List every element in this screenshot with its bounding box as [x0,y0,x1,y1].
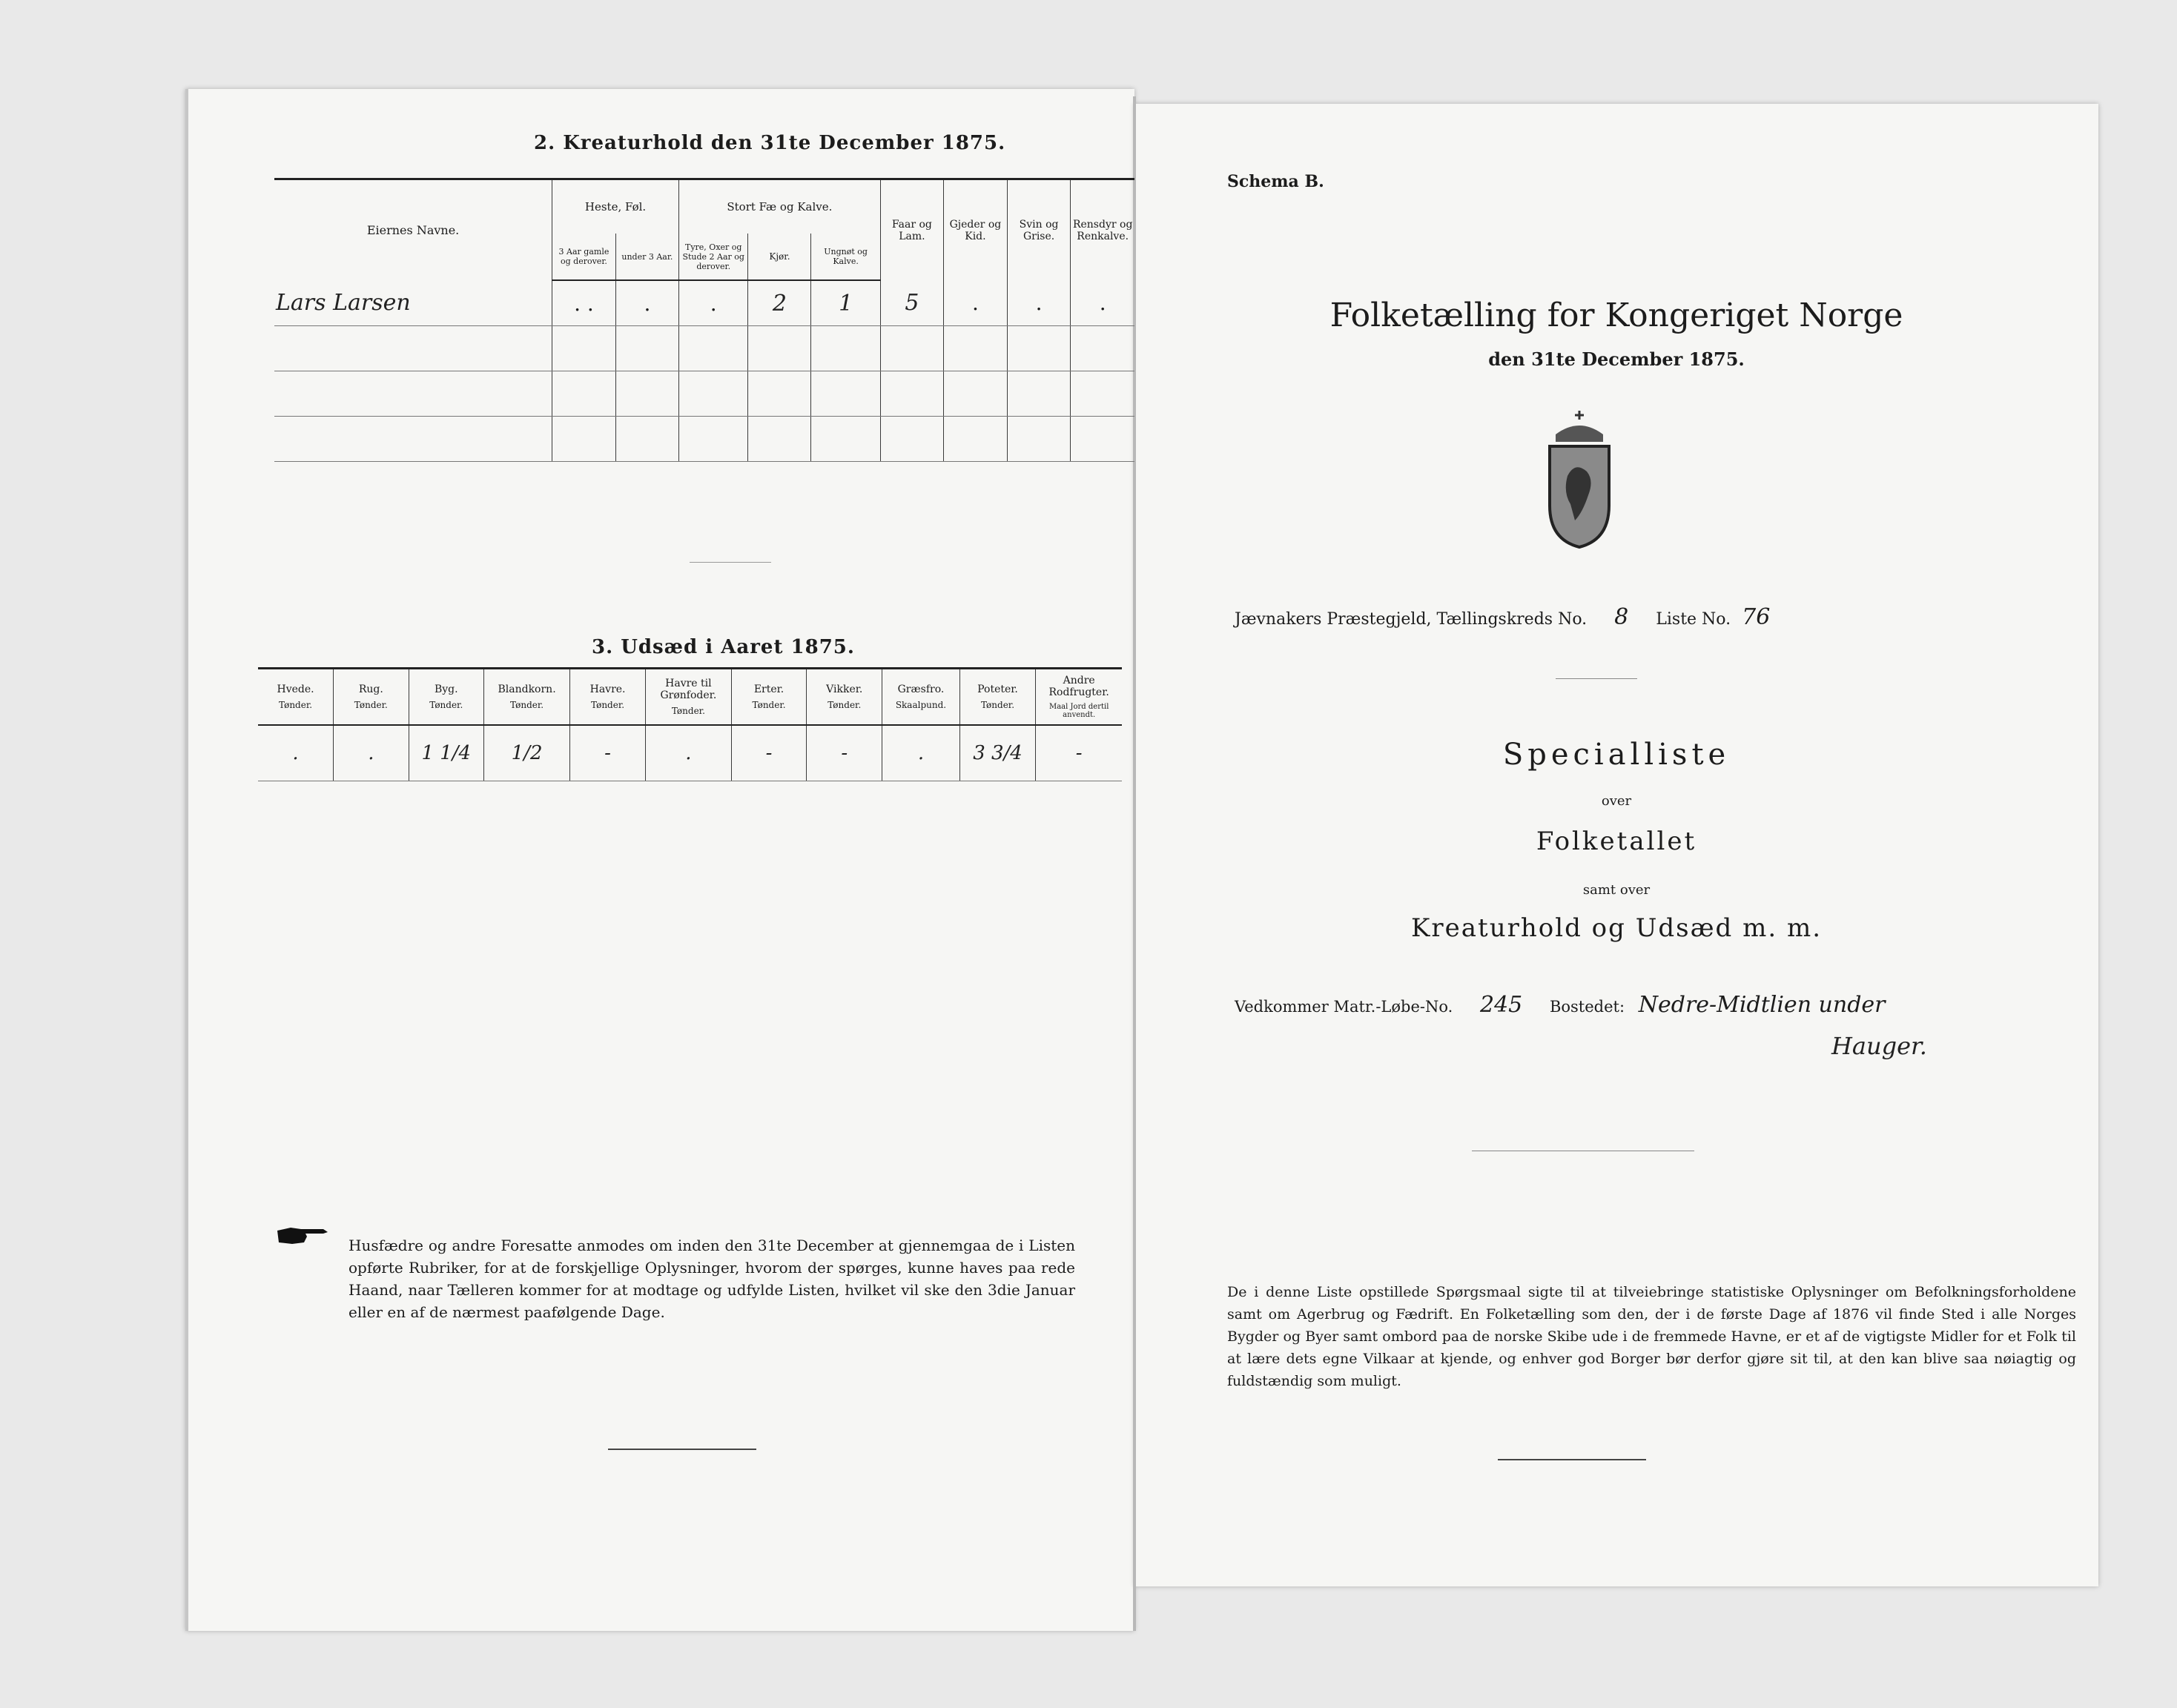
crop-name: Rug. [358,683,383,695]
crop-name: Andre Rodfrugter. [1048,675,1109,698]
crop-unit: Tønder. [510,700,544,710]
divider [1498,1459,1646,1460]
crop-value: . [334,725,409,781]
table-row [274,326,1134,371]
coat-of-arms-icon [1533,409,1625,550]
owner-name: Lars Larsen [274,280,552,326]
bosted-value-continued: Hauger. [1831,1032,1927,1060]
folketallet-text: Folketallet [1536,827,1697,856]
horses-young-header: under 3 Aar. [615,234,678,280]
table-row [258,725,1122,781]
crop-unit: Tønder. [752,700,786,710]
liste-label: Liste No. [1656,610,1731,629]
sheep-value: 5 [880,280,943,326]
divider [608,1449,756,1450]
cows-header: Kjør. [748,234,811,280]
page-title: Folketælling for Kongeriget Norge [1329,297,1903,334]
crop-value: - [731,725,806,781]
crop-value: . [258,725,334,781]
cows-value: 2 [748,280,811,326]
parish-label: Jævnakers Præstegjeld, Tællingskreds No. [1235,610,1588,629]
table-row [274,417,1134,462]
livestock-title: 2. Kreaturhold den 31te December 1875. [534,132,1006,154]
crop-name: Poteter. [977,683,1018,695]
crop-value: 3 3/4 [959,725,1036,781]
matr-label: Vedkommer Matr.-Løbe-No. [1235,998,1453,1016]
crop-header [484,669,570,726]
pigs-value: . [1007,280,1071,326]
liste-number: 76 [1742,604,1771,630]
crop-header [882,669,959,726]
crop-value: 1/2 [484,725,570,781]
samt-over-text: samt over [1582,882,1651,898]
cattle-header: Stort Fæ og Kalve. [679,179,881,234]
crop-value: - [807,725,882,781]
divider [690,562,771,563]
footer-text: De i denne Liste opstillede Spørgsmaal sigte til at tilveiebringe statistiske Oplysninger om Befolkningsforholdene samt om Agerbrug og Fædrift. En Folketælling som den, der i de første Dage af 1876 vil finde Sted i alle Norges Bygder og Byer samt ombord paa de norske Skibe ude i de fremmede Havne, er et af de vigtigste Midler for et Folk til at lære dets egne Vilkaar at kjende, og enhver god Borger bør derfor gjøre sit til, at den kan blive saa nøiagtig og fuldstændig som muligt. [1227,1284,2076,1389]
horses-young-value: . [615,280,678,326]
crop-name: Blandkorn. [498,683,556,695]
left-page-edge [185,89,188,1631]
reindeer-value: . [1071,280,1134,326]
crop-name: Byg. [434,683,458,695]
crop-value: - [1036,725,1122,781]
crop-header [645,669,731,726]
kreaturhold-text: Kreaturhold og Udsæd m. m. [1410,913,1822,943]
over-text: over [1601,793,1632,809]
goats-header: Gjeder og Kid. [944,179,1008,281]
crops-table [258,667,1122,781]
crop-header [570,669,646,726]
crop-header [1036,669,1122,726]
crop-unit: Maal Jord dertil anvendt. [1048,703,1109,719]
bosted-value: Nedre-Midtlien under [1638,992,1886,1018]
horses-old-value: . . [552,280,616,326]
table-row [274,280,1134,326]
young-cattle-value: 1 [811,280,880,326]
crop-header [959,669,1036,726]
schema-label: Schema B. [1227,172,1324,191]
crop-unit: Tønder. [980,700,1015,710]
crop-unit: Tønder. [827,700,862,710]
crop-unit: Tønder. [354,700,388,710]
crop-name: Vikker. [826,683,863,695]
pointing-hand-icon [276,1223,329,1247]
crop-value: . [882,725,959,781]
notice-text: Husfædre og andre Foresatte anmodes om inden den 31te December at gjennemgaa de i Listen opførte Rubriker, for at de forskjellige Oplysninger, hvorom der spørges, kunne haves paa rede Haand, naar Tælleren kommer for at modtage og udfylde Listen, hvilket vil ske den 3die Januar eller en af de nærmest paafølgende Dage. [348,1237,1075,1321]
kreds-number: 8 [1614,604,1629,630]
horses-old-header: 3 Aar gamle og derover. [552,234,616,280]
reindeer-header: Rensdyr og Renkalve. [1071,179,1134,281]
crop-name: Havre til Grønfoder. [660,678,717,701]
crop-name: Hvede. [277,683,314,695]
goats-value: . [944,280,1008,326]
crop-name: Græsfro. [897,683,945,695]
crop-name: Havre. [589,683,626,695]
crop-unit: Tønder. [429,700,463,710]
livestock-table [274,178,1134,462]
divider [1556,678,1637,679]
crop-value: - [570,725,646,781]
crops-title: 3. Udsæd i Aaret 1875. [592,636,855,658]
sheep-header: Faar og Lam. [880,179,943,281]
bulls-value: . [679,280,748,326]
table-row [274,371,1134,417]
matr-line [1235,992,1908,1018]
crop-unit: Tønder. [279,700,313,710]
crop-header [731,669,806,726]
title-date: den 31te December 1875. [1488,348,1745,370]
crop-header [258,669,334,726]
crop-header [807,669,882,726]
owner-header: Eiernes Navne. [274,179,552,281]
matr-number: 245 [1479,992,1523,1018]
crop-unit: Tønder. [591,700,625,710]
crop-unit: Tønder. [671,706,705,716]
bosted-label: Bostedet: [1549,998,1625,1016]
young-cattle-header: Ungnøt og Kalve. [811,234,880,280]
bulls-header: Tyre, Oxer og Stude 2 Aar og derover. [679,234,748,280]
crop-name: Erter. [753,683,784,695]
crop-header [334,669,409,726]
specialliste-title: Specialliste [1502,738,1731,772]
pigs-header: Svin og Grise. [1007,179,1071,281]
crop-value: . [645,725,731,781]
crop-header [409,669,483,726]
crop-unit: Skaalpund. [895,700,947,710]
crop-value: 1 1/4 [409,725,483,781]
crops-header-row [258,669,1122,726]
parish-line [1235,604,1792,630]
horses-header: Heste, Føl. [552,179,679,234]
